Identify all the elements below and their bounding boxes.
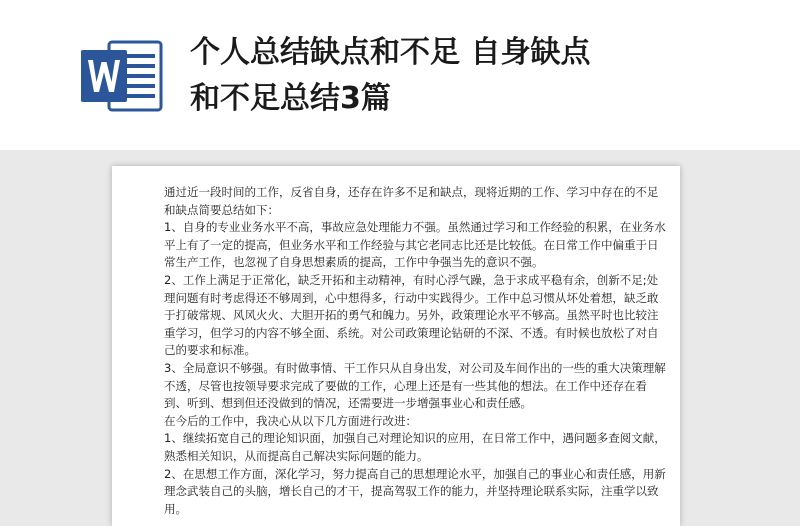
title-line-1: 个人总结缺点和不足 自身缺点 xyxy=(190,35,591,70)
paragraph-improve-1: 1、继续拓宽自己的理论知识面，加强自己对理论知识的应用，在日常工作中，遇问题多查阅文献，熟悉相关知识，从而提高自己解决实际问题的能力。 xyxy=(164,431,666,463)
paragraph-3: 3、全局意识不够强。有时做事情、干工作只从自身出发，对公司及车间作出的一些的重大决策理解不透，尽管也按领导要求完成了要做的工作，心理上还是有一些其他的想法。在工作中还存在看到、听到、想到但还没做到的情况，还需要进一步增强事业心和责任感。 xyxy=(164,360,666,411)
paragraph-improve-intro: 在今后的工作中，我决心从以下几方面进行改进： xyxy=(164,413,417,428)
document-body xyxy=(112,166,680,518)
page-title xyxy=(190,30,750,122)
paragraph-improve-2: 2、在思想工作方面，深化学习，努力提高自己的思想理论水平，加强自己的事业心和责任感，用新理念武装自己的头脑，增长自己的才干，提高驾驭工作的能力，并坚持理论联系实际，注重学以致用。 xyxy=(164,466,666,516)
word-icon xyxy=(79,40,163,112)
document-page[interactable] xyxy=(112,166,680,526)
paragraph-2: 2、工作上满足于正常化，缺乏开拓和主动精神，有时心浮气躁，急于求成平稳有余，创新不足;处理问题有时考虑得还不够周到，心中想得多，行动中实践得少。工作中总习惯从坏处着想，缺乏敢于打破常规、风风火火、大胆开拓的勇气和魄力。另外，政策理论水平不够高。虽然平时也比较注重学习，但学习的内容不够全面、系统。对公司政策理论钻研的不深、不透。有时候也放松了对自己的要求和标准。 xyxy=(164,272,659,358)
paragraph-1: 1、自身的专业业务水平不高，事故应急处理能力不强。虽然通过学习和工作经验的积累，在业务水平上有了一定的提高，但业务水平和工作经验与其它老同志比还是比较低。在日常工作中偏重于日常生产工作，也忽视了自身思想素质的提高，工作中争强当先的意识不强。 xyxy=(164,220,666,270)
title-line-2: 和不足总结3篇 xyxy=(190,81,391,116)
paragraph-intro: 通过近一段时间的工作，反省自身，还存在许多不足和缺点，现将近期的工作、学习中存在的不足和缺点简要总结如下： xyxy=(164,185,659,217)
